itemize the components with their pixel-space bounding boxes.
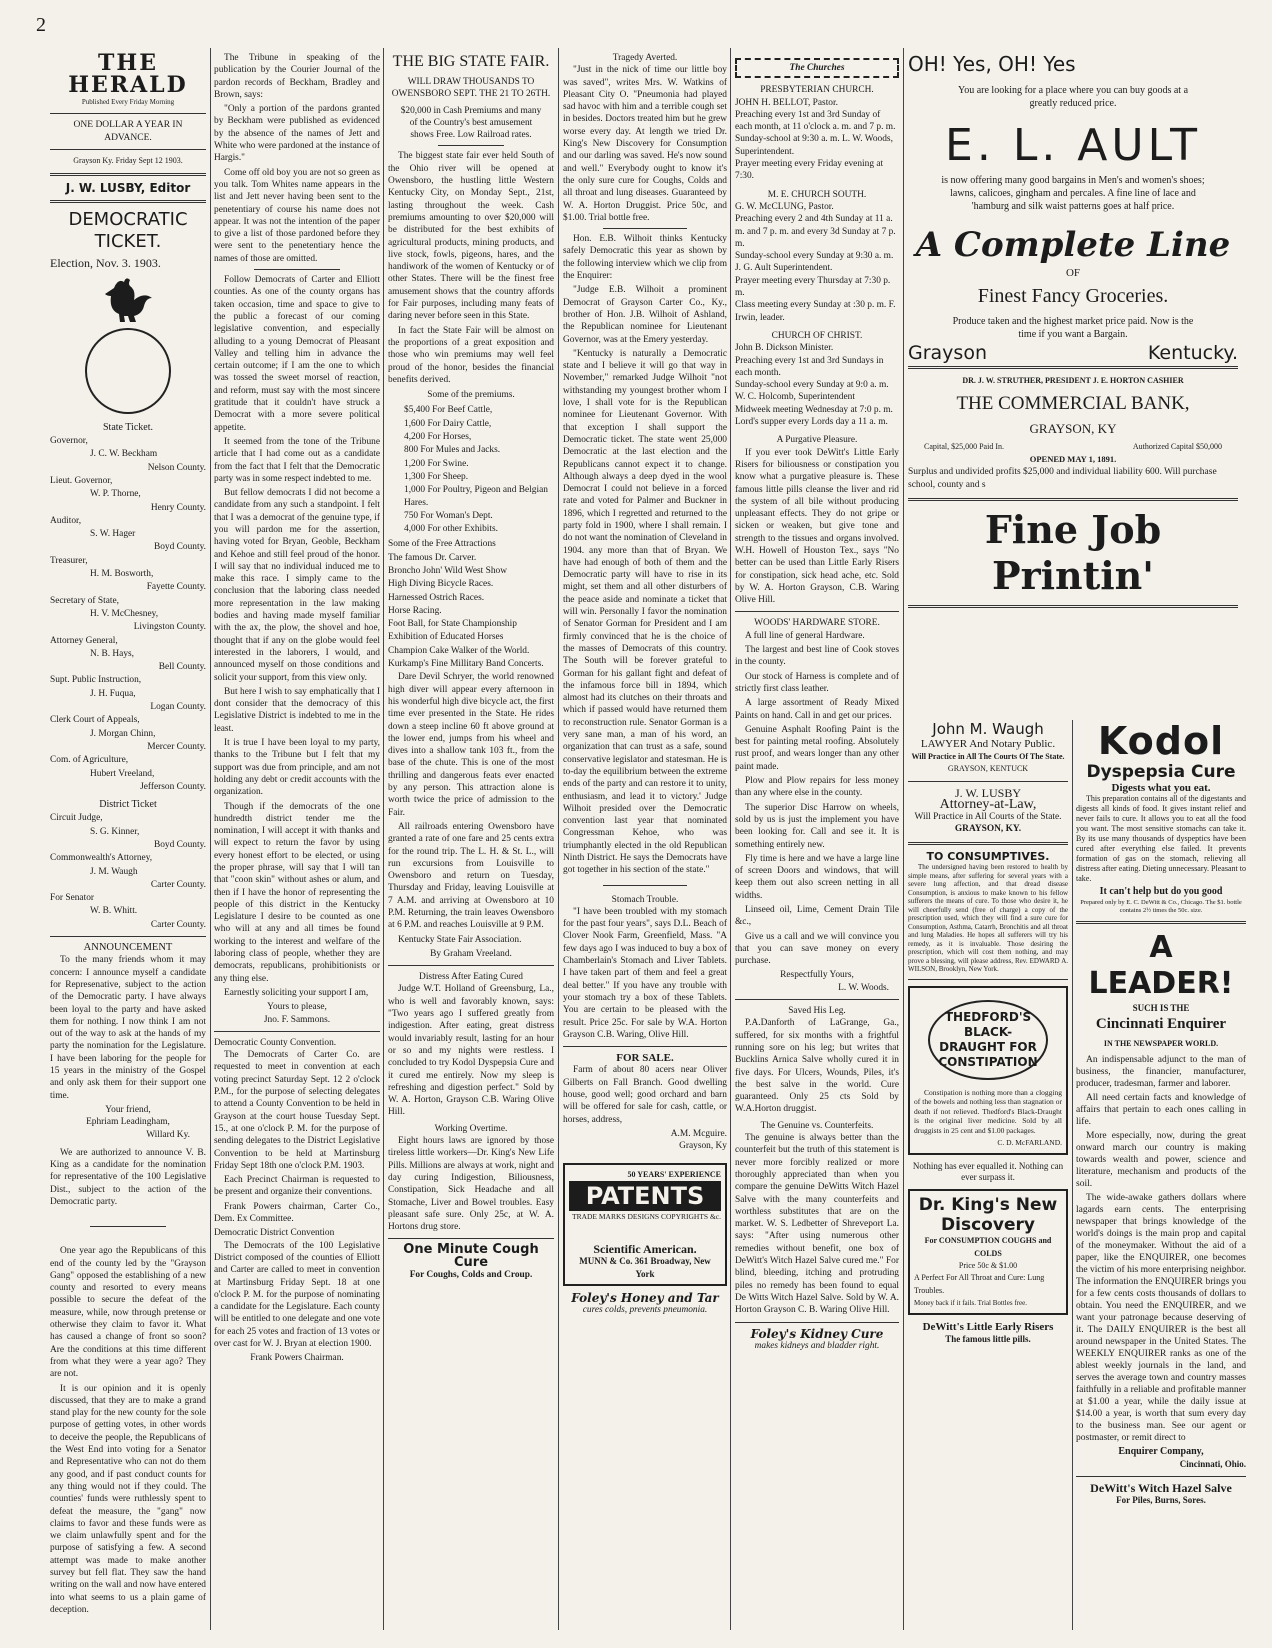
of-label: OF [1065,267,1081,279]
scientific-american: Scientific American. [593,1242,697,1257]
church-line: G. W. McCLUNG, Pastor. [735,201,834,212]
bank-officers: DR. J. W. STRUTHER, PRESIDENT J. E. HORTON CASHIER [962,375,1184,385]
announcement-text: To the many friends whom it may concern: I announce myself a candidate for Represenative, subject to the action of the Democratic party. I have always been loyal to the party and have asked them for nothing. I now think I am not out of the way to ask at the hands of my party the nomination for the Legislature. I have been laboring for the people for 15 years in the ministry of the Gospel and only ask them for their support one time. [50,955,206,1101]
premiums-list [388,404,554,535]
for-sale-sign: A.M. Mcguire. [670,1128,727,1139]
attractions-title: Some of the Free Attractions [388,539,496,550]
ticket-entry [50,754,206,793]
ticket-office: Attorney General, [50,635,118,646]
woods-sign: Respectfully Yours, [780,970,854,981]
article-paragraph: Earnestly soliciting your support I am, [224,987,369,998]
patents-experience: 50 YEARS' EXPERIENCE [627,1169,721,1179]
ticket-office: Auditor, [50,515,82,526]
column-rule [383,48,384,1630]
consumptives-title: TO CONSUMPTIVES. [926,849,1050,863]
waugh-name: John M. Waugh [932,720,1044,738]
premiums-title: Some of the premiums. [427,390,515,401]
announcement-sign: Willard Ky. [146,1129,190,1140]
premium-item: 4,000 For other Exhibits. [404,524,499,535]
attraction-item: The famous Dr. Carver. [388,552,477,563]
presbyterian-title: PRESBYTERIAN CHURCH. [760,85,874,96]
woods-list [735,630,899,968]
district-convention-title: Democratic District Convention [214,1228,335,1239]
article-paragraph: The Tribune in speaking of the publication by the Courier Journal of the pardon records of Beckham, Bradley and Brown, says: [214,53,380,100]
witch-hazel-tagline: For Piles, Burns, Sores. [1116,1495,1206,1506]
leader-company: Enquirer Company, [1118,1446,1204,1458]
leader-paragraph: All need certain facts and knowledge of affairs that pertain to each ones calling in life. [1076,1093,1246,1128]
kodol-help: It can't help but do you good [1099,886,1223,898]
ticket-county: Boyd County. [153,839,206,850]
foleys-kidney-tagline: makes kidneys and bladder right. [754,1340,880,1351]
ticket-entry [50,812,206,851]
stomach-text: "I have been troubled with my stomach for the past four years", says D.L. Beach of Clover Nook Farm, Greenfield, Mass. "A few days ago I was induced to buy a box of Chamberlain's Stomach and Liver Tablets. I have taken part of them and feel a great deal better." If you have any trouble with your stomach try a box of these Tablets. You are certain to be pleased with the result. Price 25c. For sale by W.A. Horton Grayson C.B. Waring, Olive Hill. [563,906,727,1040]
column-1 [50,52,206,1632]
ticket-county: Boyd County. [153,542,206,553]
woods-item: A large assortment of Ready Mixed Paints on hand. Call in and get our prices. [735,698,899,721]
column-6-lower [908,720,1068,1620]
woods-item: Our stock of Harness is complete and of strictly first class leather. [735,671,899,694]
working-text: Eight hours laws are ignored by those tireless little workers—Dr. King's New Life Pills. Millions are always at work, night and day curing Indigestion, Biliousness, Constipation, Sick Headache and all Stomache, Liver and Bowel troubles. Easy pleasant safe sure. Only 25c, at W. A. Hortons drug store. [388,1136,554,1233]
early-risers-tagline: The famous little pills. [945,1334,1031,1345]
lusby-title: Attorney-at-Law, [939,796,1037,812]
ticket-office: Secretary of State, [50,595,119,606]
article-paragraph: "Only a portion of the pardons granted by Beckham were published as evidenced by the absence of the names of Jett and White who were pardoned at the instance of Hargis." [214,104,380,164]
church-line: Class meeting every Sunday at :30 p. m. F. Irwin, leader. [735,300,896,323]
premium-item: 1,000 For Poultry, Pigeon and Belgian Hares. [404,485,548,508]
early-risers-ad: DeWitt's Little Early Risers [922,1321,1054,1334]
ticket-candidate: H. V. McChesney, [90,608,159,619]
dr-king-text: A Perfect For All Throat and Cure: Lung Troubles. [914,1273,1045,1295]
ticket-candidate: J. M. Waugh [90,866,138,877]
ticket-candidate: N. B. Hays, [90,648,135,659]
leader-paragraph: An indispensable adjunct to the man of business, the financier, manufacturer, producer, tradesman, farmer and laborer. [1076,1055,1246,1090]
ticket-county: Logan County. [150,702,206,713]
article-paragraph: Dare Devil Schryer, the world renowned high diver will appear every afternoon in his wonderful high dive bicycle act, the first time ever presented in the State. He rides down a steep incline 60 ft above ground at the lower end, jumps from his wheel and dives into a shallow tank 103 ft., from the base of the chute. This is one of the most thrilling and dangerous feats ever enacted by any person. This attraction alone is worth twice the price of admission to the Fair. [388,672,554,818]
church-line: Lord's supper every Lords day a 11 a. m. [735,417,888,428]
column-rule [730,48,731,1630]
premium-item: 4,200 For Horses, [404,432,472,443]
lusby-city: GRAYSON, KY. [954,824,1022,835]
leader-such: SUCH IS THE [1132,1002,1190,1013]
for-sale-title: FOR SALE. [616,1052,674,1065]
church-line: Midweek meeting Wednesday at 7:0 p. m. [735,404,893,415]
ticket-candidate: J. H. Fuqua, [90,688,136,699]
rooster-icon [100,274,156,324]
tragedy-title: Tragedy Averted. [612,53,678,63]
dr-king-for: For CONSUMPTION COUGHS and COLDS [924,1236,1052,1258]
leader-city: Cincinnati, Ohio. [1179,1459,1246,1470]
article-paragraph: Kentucky State Fair Association. [398,934,522,945]
article-paragraph: Come off old boy you are not so green as you talk. Tom Whites name appears in the list and Jett never having been sent to the penetentiary of course his name does not appear. It was not the intention of the paper to give a list of those pardoned before they were sent to the penetentiary hence the names of those are omitted. [214,167,380,264]
ticket-candidate: W. B. Whitt. [90,906,138,917]
bank-city: GRAYSON, KY [1029,420,1117,436]
oh-yes-heading: OH! Yes, OH! Yes [908,52,1076,76]
masthead-price: ONE DOLLAR A YEAR IN ADVANCE. [73,120,183,143]
column-6-top [908,52,1238,722]
waugh-text: Will Practice in All The Courts Of The State. [911,752,1065,761]
signature: Jno. F. Sammons. [263,1014,331,1025]
woods-item: Give us a call and we will convince you that you can save money on every purchase. [735,931,899,967]
ticket-office: For Senator [50,893,95,904]
article-paragraph: Follow Democrats of Carter and Elliott counties. As one of the county organs has taken occasion, time and space to give to the public a forecast of our coming legislative convention, and especially alluding to a young Democrat of Pleasant Valley and telling him in advance the certain outcome; if I am the one to which was tossed the sweet morsel of reaction, and reform, must say with the most sincere gratitude that it couldn't have struck a Democrat with a more severe political appetite. [214,275,380,433]
article-paragraph: "Judge E.B. Wilhoit a prominent Democrat of Grayson Carter Co., Ky., brother of Hon. J.B. Wilhoit of Ashland, the Republican nominee for Lieutenant Governor, was at the Emery yesterday. [563,285,727,345]
ticket-entry [50,555,206,594]
bank-opened: OPENED MAY 1, 1891. [1029,454,1117,465]
ticket-office: Supt. Public Instruction, [50,675,142,686]
attraction-item: Foot Ball, for State Championship [388,619,517,630]
ticket-candidate: H. M. Bosworth, [90,569,154,580]
working-title: Working Overtime. [434,1123,508,1134]
church-line: Sunday-school every Sunday at 9:30 a. m. J. G. Ault Superintendent. [735,251,894,274]
patents-munn: MUNN & Co. 361 Broadway, New York [579,1256,711,1279]
cough-cure-tagline: For Coughs, Colds and Croup. [409,1270,533,1281]
thedford-ad [908,986,1068,1156]
ticket-county: Carter County. [150,919,206,930]
masthead-subtitle: Published Every Friday Morning [81,98,175,106]
fair-subtitle: WILL DRAW THOUSANDS TO OWENSBORO SEPT. THE 21 TO 26TH. [391,77,551,100]
eault-heading: E. L. AULT [945,120,1201,171]
convention-text: Each Precinct Chairman is requested to be present and organize their conventions. [214,1175,380,1198]
complete-line-heading: A Complete Line [915,225,1231,265]
masthead-title: THE HERALD [68,52,188,98]
column-rule [903,48,904,1630]
premium-item: 1,200 For Swine. [404,458,469,469]
thedford-sign: C. D. McFARLAND. [997,1138,1062,1148]
dr-king-heading: Dr. King's New Discovery [918,1195,1058,1236]
article-paragraph: It seemed from the tone of the Tribune article that I had come out as a candidate from the fact that I felt that the Democratic party was in some respect indebted to me. [214,436,380,484]
column-rule [1072,720,1073,1630]
article-paragraph: But fellow democrats I did not become a candidate from any such a standpoint. I felt that I was a democrat of the genuine type, if you will pardon me for the assertion, having voted for Bryan, Geoble, Beckham and Kehoe and still feel proud of the honor. I will say that no individual induced me to make this race. I simply came to the conclusion that the laboring class needed more representation in the law making bodies and having made myself familiar with the ax, the plow, the shovel and hoe, thought that if any on the globe would feel interested in the laborers, I would, and announced myself on those conditions and solicit your support, from this view only. [214,488,380,683]
ticket-county: Livingston County. [133,622,206,633]
tragedy-text: "Just in the nick of time our little boy was saved", writes Mrs. W. Watkins of Pleasant City O. "Pneumonia had played sad havoc with him and a terrible cough set in besides. Doctors treated him but he grew worse every day. At length we tried Dr. King's New Discovery for Consumption and our darling was saved. He's now sound and well." Everybody ought to know it's the only sure cure for Coughs, Colds and all throat and lung diseases. Guaranteed by W. A. Horton Druggist. Price 50c, and $1.00. Trial bottle free. [563,65,727,223]
column-5 [735,52,899,1632]
premium-item: $5,400 For Beef Cattle, [404,405,493,416]
woods-item: Plow and Plow repairs for less money than any where else in the county. [735,776,899,799]
ballot-circle [85,328,171,414]
district-convention-text: The Democrats of the 100 Legislative District composed of the counties of Elliott and Carter are called to meet in convention at Martinsburg Friday Sept. 18 at one o'clock P. M. for the purpose of nominating a candidate for the Legislature. Each county will be entitled to one delegate and one vote for each 25 votes and fraction of 13 votes or over cast for W. J. Bryan at election 1900. [214,1240,380,1349]
leader-world: IN THE NEWSPAPER WORLD. [1103,1038,1219,1048]
ticket-candidate: S. G. Kinner, [90,826,140,837]
state-ticket-label: State Ticket. [102,421,153,433]
article-paragraph: In fact the State Fair will be almost on the proportions of a great exposition and those who win premiums may well feel proud of the honor, besides the financial benefits derived. [388,325,554,385]
patents-sub: TRADE MARKS DESIGNS COPYRIGHTS &c. [572,1211,721,1221]
ticket-county: Mercer County. [147,741,206,752]
attraction-item: Horse Racing. [388,605,442,616]
bank-name: THE COMMERCIAL BANK, [956,392,1190,414]
ticket-candidate: J. Morgan Chinn, [90,728,156,739]
ticket-office: Commonwealth's Attorney, [50,853,153,864]
article-paragraph: The biggest state fair ever held South of the Ohio river will be opened at Owensboro, the hustling little Western Kentucky City, on Monday Sept., 21st, lasting throughout the week. Cash premiums amounting to over $20,000 will be distributed for the best exhibits of agricultural products, mining products, and live stock, fowls, pigeons, hares, and the handiwork of the women of Kentucky or of other States. There will be the finest free amusement shows that the country affords for Fair purposes, including many feats of daring never before seen in this State. [388,151,554,322]
ticket-entry [50,515,206,554]
saved-leg-title: Saved His Leg. [788,1006,846,1017]
church-line: Preaching every 1st and 3rd Sunday of each month, at 11 o'clock a. m. and 7 p. m. [735,109,896,133]
ticket-entry [50,595,206,634]
christ-title: CHURCH OF CHRIST. [771,330,863,341]
ticket-election: Election, Nov. 3. 1903. [50,256,161,271]
kodol-prepared: Prepared only by E. C. DeWitt & Co., Chicago. The $1. bottle contains 2½ times the 50c. size. [1080,898,1242,914]
ticket-county: Nelson County. [147,462,206,473]
district-ticket-list [50,812,206,931]
column-rule [210,48,211,1630]
state-ticket-list [50,435,206,793]
premium-item: 1,600 For Dairy Cattle, [404,418,492,429]
announcement-sign: Your friend, [105,1104,151,1115]
article-paragraph: Hon. E.B. Wilhoit thinks Kentucky safely Democratic this year as shown by the following interview which we clip from the Enquirer: [563,234,727,282]
article-paragraph: "Kentucky is naturally a Democratic state and I believe it will go that way in November," remarked Judge Wilhoit "not withstanding my youngest brother whom I love, I shall vote for is the Republican nominee for Lieutenant Governor. With that exception I shall support the Democratic ticket. The state went 25,000 Democratic at the last election and the Republicans cannot expect it to change. Although always a deep dyed in the wool Democrat I could not believe in a forced rate and voted for Palmer and Buckner in 1896, which I regretted and returned to the party fold in 1900, where I shall remain. I do not want the nomination of Cleveland in 1904. any more than that of Bryan. We have had enough of both of them and the Democratic party will have to rise in its might, set them and all other disturbers of the peace aside and nominate a ticket that will win. Personally I favor the nomination of Senator Gorman for President and I am firmly convinced that he is the choice of the masses of Democrats of this country. The South will be forever grateful to Gorman for his gallant fight and defeat of the infamous force bill in 1894, which almost had its clutches on their throats and which if passed would have returned them to reconstruction rule. Senator Gorman is a very sane man, a man of his word, an organization that can trust as a safe, sound conservative legislator and statesman. He is to-day the equilibrium between the extreme ends of the party and can restore it to unity, enthusiasm, and lead it to victory.' Judge Wilhoit presided over the Democratic convention last year that nominated Congressman Kehoe, who was triumphantly elected in the old Republican Ninth District. He says the Democrats have got together in his section of the state." [563,348,727,876]
churches-title: The Churches [789,63,845,73]
church-line: Preaching every 2 and 4th Sunday at 11 a. m. and 7 p. m. and every 3d Sunday at 7 p. m. [735,214,896,249]
saved-leg-text: P.A.Danforth of LaGrange, Ga., suffered, for six months with a frightful running sore on his leg; but writes that Bucklins Arnica Salve wholly cured it in five days. For Ulcers, Wounds, Piles, it's the best salve in the world. Cure guaranteed. Only 25 cts Sold by W.A.Horton druggist. [735,1018,899,1115]
me-list [735,201,899,324]
cough-cure-ad: One Minute Cough Cure [403,1242,539,1270]
waugh-title: LAWYER And Notary Public. [920,738,1056,750]
bank-capital-line [908,441,1238,453]
dr-king-money: Money back if it fails. Trial Bottles free. [914,1298,1027,1307]
kodol-heading: Kodol [1097,720,1225,763]
church-line: Prayer meeting every Friday evening at 7:30. [735,159,884,182]
ticket-entry [50,852,206,891]
church-line: Sunday-school every Sunday at 9:0 a. m. W. C. Holcomb, Superintendent [735,380,889,403]
purgative-text: If you ever took DeWitt's Little Early Risers for biliousness or constipation you know what a purgative pleasure is. These famous little pills cleanse the liver and rid the system of all bile without producing unpleasant effects. They do not gripe or sicken or weaken, but give tone and strength to the tissues and organs involved. W.H. Howell of Houston Tex., says "No better can be used than Little Early Risers for constipation, sick head ache, etc. Sold by W. A. Horton Grayson, C.B. Waring Olive Hill. [735,447,899,606]
woods-item: The largest and best line of Cook stoves in the county. [735,645,899,668]
attraction-item: Exhibition of Educated Horses [388,632,504,643]
attraction-item: Harnessed Ostrich Races. [388,592,485,603]
column-7 [1076,720,1246,1620]
woods-item: The superior Disc Harrow on wheels, sold by us is just the implement you have been looking for. Call and see it. It is something entirely new. [735,802,899,850]
foleys-kidney-ad: Foley's Kidney Cure [750,1326,884,1341]
convention-text: The Democrats of Carter Co. are requested to meet in convention at each voting precinct Saturday Sept. 12 2 o'clock P.M., for the purpose of selecting delegates to attend a County Convention to be held in Grayson at the court house Tuesday Sept. 15., at one o'clock P. M. for the purpose of sending delegates to the District Legislative Convention to be held at Martinsburg Friday Sept 18th one o'clock P.M. 1903. [214,1050,380,1171]
christ-list [735,342,899,428]
church-line: Preaching every 1st and 3rd Sundays in each month. [735,355,884,378]
dr-king-price: Price 50c & $1.00 [958,1260,1018,1270]
foleys-honey-ad: Foley's Honey and Tar [571,1291,719,1306]
attraction-item: Kurkamp's Fine Millitary Band Concerts. [388,659,544,670]
ticket-entry [50,892,206,931]
looking-text: You are looking for a place where you can buy goods at a greatly reduced price. [957,85,1189,109]
signature: Yours to please, [267,1002,327,1013]
ticket-county: Fayette County. [146,582,206,593]
ticket-office: Treasurer, [50,555,88,566]
premium-item: 800 For Mules and Jacks. [404,445,501,456]
ticket-county: Henry County. [150,502,206,513]
job-printing-heading: Fine Job Printin' [984,506,1162,598]
convention-sign: Frank Powers chairman, Carter Co., Dem. Ex Committee. [214,1201,380,1225]
witch-hazel-ad: DeWitt's Witch Hazel Salve [1090,1480,1232,1495]
attraction-item: Broncho John' Wild West Show [388,565,507,576]
ticket-candidate: W. P. Thorne, [90,489,141,500]
announcement-sign: Ephriam Leadingham, [86,1117,170,1128]
for-sale-text: Farm of about 80 acers near Oliver Gilberts on Fall Branch. Good dwelling house, good well; good orchard and barn will be offered for sale for cash, cattle, or horses, address, [563,1065,727,1125]
woods-item: Genuine Asphalt Roofing Paint is the best for painting metal roofing. Absolutely rust proof, and wears longer than any other paint made. [735,724,899,772]
article-paragraph: All railroads entering Owensboro have granted a rate of one fare and 25 cents extra for the round trip. The L. H. & St. L., will run excursions from Louisville to Owensboro and return on Tuesday, Thursday and Friday, leaving Louisville at 7 A.M. and arriving at Owensboro at 10 P.M. Returning, the train leaves Owensboro at 6 P.M. and reaches Louisville at 9 P.M. [388,821,554,931]
kentucky-label: Kentucky. [1147,342,1238,365]
woods-title: WOODS' HARDWARE STORE. [754,618,880,629]
consumptives-text: The undersigned having been restored to health by simple means, after suffering for several years with a severe lung affection, and that dread disease Consumption, is anxious to make known to his fellow sufferers the means of cure. To those who desire it, he will cheerfully send (free of charge) a copy of the prescription used, which they will find a sure cure for Consumption, Asthma, Catarrh, Bronchitis and all throat and lung Maladies. He hopes all sufferers will try his remedy, as it is invaluable. Those desiring the prescription, which will cost them nothing, and may prove a blessing, will please address, Rev. EDWARD A. WILSON, Brooklyn, New York. [908,863,1068,974]
bank-capital: Capital, $25,000 Paid In. [924,442,1004,452]
leader-paragraph: The wide-awake gathers dollars where lagards earn cents. The enterprising newspaper that brings knowledge of the world's doings is the main prop and capital of the moneymaker. Without the aid of a paper, like the ENQUIRER, one becomes the victim of his more enterprising neighbor. The information the ENQUIRER brings you for a few cents costs thousands of dollars to obtain. You need the ENQUIRER, and we want your patronage because deserving of it. The DAILY ENQUIRER is the best all around newspaper in the United States. The WEEKLY ENQUIRER ranks as one of the ablest weekly journals in the land, and serves the average town and country masses faithfully in a reliable and profitable manner at $1.00 a year, while the daily issue at $14.00 a year, is worth that sum every day to the business man. See our agent or postmaster, or remit direct to [1076,1193,1246,1444]
ticket-office: Clerk Court of Appeals, [50,715,140,726]
stomach-title: Stomach Trouble. [611,894,679,905]
ticket-entry [50,475,206,514]
lusby-text: Will Practice in All Courts of the State. [914,812,1062,823]
eault-text: is now offering many good bargains in Men's and women's shoes; lawns, calicoes, gingham and percales. A fine line of lace and 'hamburg and silk waist patterns goes at half price. [941,175,1205,212]
patents-ad [563,1163,727,1286]
page-number: 2 [36,14,46,36]
column-2 [214,52,380,1632]
for-sale-sign: Grayson, Ky [679,1141,727,1152]
article-paragraph: It is our opinion and it is openly discussed, that they are to make a grand stand play for the new county for the sole purpose of getting votes, in other words to deceive the people, the Republicans of the West End into voting for a Senator and Representative who can not do them any good, and if past conduct counts for any thing would not if they could. The counties' funds were ruthlessly spent to defeat the measure, the "gang" now claims to favor and these funds were as we claim unlawfully spent and for the purpose of satisfying a few. A second attempt was made to make another survey but fell flat. They saw the hand writing on the wall and now have entered into what seems to us a plain game of deception. [50,1383,206,1615]
ticket-entry [50,435,206,474]
ticket-office: Lieut. Governor, [50,475,113,486]
distress-text: Judge W.T. Holland of Greensburg, La., who is well and favorably known, says: "Two years ago I suffered greatly from indigestion. After eating, great distress would invariably result, lasting for an hour or so and my nights were restless. I concluded to try Kodol Dyspepsia Cure and it cured me entirely. Now my sleep is refreshing and digestion perfect." Sold by W. A. Horton, Grayson C.B. Waring Olive Hill. [388,984,554,1118]
king-announcement: We are authorized to announce V. B. King as a candidate for the nomination for representative of the 100 Legislative Dist., subject to the action of the Democratic party. [50,1147,206,1207]
ticket-office: Circuit Judge, [50,813,103,824]
woods-item: Linseed oil, Lime, Cement Drain Tile &c., [735,905,899,928]
ticket-candidate: J. C. W. Beckham [90,449,158,460]
dr-king-ad [908,1189,1068,1315]
church-line: JOHN H. BELLOT, Pastor. [735,97,838,108]
ticket-county: Jefferson County. [140,781,206,792]
district-convention-sign: Frank Powers Chairman. [250,1353,344,1364]
grayson-kentucky-line [908,342,1238,365]
ticket-office: Governor, [50,436,88,447]
ticket-title: DEMOCRATIC TICKET. [68,209,188,253]
produce-text: Produce taken and the highest market price paid. Now is the time if you want a Bargain. [952,316,1194,341]
bank-surplus: Surplus and undivided profits $25,000 and individual liability 600. Will purchase school, county and s [908,466,1217,490]
article-paragraph: One year ago the Republicans of this end of the county led by the "Grayson Gang" opposed the establishing of a new county and resorted to every means possible to secure the defeat of the measure, while, now through pretense or otherwise they claim to favor it. What has caused a change of front so soon? Are the conditions at this time different from what they were a year ago? They are not. [50,1246,206,1380]
church-line: John B. Dickson Minister. [735,343,834,354]
column-rule [558,48,559,1630]
column-3 [388,52,554,1632]
church-line: Prayer meeting every Thursday at 7:30 p. m. [735,275,891,299]
distress-title: Distress After Eating Cured [419,972,523,983]
fair-title: THE BIG STATE FAIR. [392,53,550,70]
foleys-honey-tagline: cures colds, prevents pneumonia. [582,1305,708,1316]
ticket-entry [50,674,206,713]
article-paragraph: It is true I have been loyal to my party, thanks to the Tribune but I felt that my support was due from principle, and am not holding any debt or credit accounts with the organization. [214,738,380,798]
genuine-text: The genuine is always better than the counterfeit but the truth of this statement is never more forcibly realized or more thoroughly appreciated than when you compare the genuine DeWitts Witch Hazel Salve with the many counterfeits and worthless substitutes that are on the market. W. S. Ledbetter of Shreveport La. says: "After using numerous other remedies without benefit, one box of DeWitt's Witch Hazel Salve cured me." For blind, bleeding, itching and protruding piles no remedy has been found to equal De Witts Witch Hazel Salve. Sold by W. A. Horton Grayson C. B. Waring Olive Hill. [735,1133,899,1316]
premium-item: 1,300 For Sheep. [404,471,469,482]
announcement-title: ANNOUNCEMENT [83,942,173,954]
lusby-name: J. W. LUSBY [954,785,1022,800]
thedford-badge: THEDFORD'S BLACK-DRAUGHT FOR CONSTIPATION [928,1000,1048,1080]
attraction-item: High Diving Bicycle Races. [388,579,494,590]
leader-heading: A LEADER! [1088,929,1234,1001]
fair-subtitle: $20,000 in Cash Premiums and many of the Country's best amusement shows Free. Low Railroad rates. [400,105,542,141]
leader-enquirer: Cincinnati Enquirer [1095,1015,1227,1032]
article-paragraph: Though if the democrats of the one hundredth district tender me the nomination, I will accept it with thanks and will expect to return the favor by using every honest effort to be elected, or using the proper phrase, will say that I will tan that "coon skin" without ashes or alum, and then if I have the honor of representing the people of this district in the Kentucky Legislature I desire to be counted as one who will at any and all times be found working to the interest and welfare of the laboring class of people, whether they are democrats, republicans, prohibitionists or any thing else. [214,801,380,984]
me-title: M. E. CHURCH SOUTH. [767,189,867,200]
grayson-label: Grayson [908,342,987,365]
waugh-city: GRAYSON, KENTUCK [947,764,1029,774]
thedford-text: Constipation is nothing more than a clogging of the bowels and nothing less than stagnation or death if not relieved. Thedford's Black-Draught is the original liver medicine. Sold by all druggists in 25 cent and $1.00 packages. [914,1087,1062,1135]
ticket-candidate: Hubert Vreeland, [90,768,155,779]
woods-item: Fly time is here and we have a large line of screen Doors and windows, that will keep them out also screen netting in all widths. [735,853,899,901]
ticket-county: Bell County. [158,662,206,673]
patents-heading: PATENTS [569,1181,721,1211]
kodol-text: This preparation contains all of the digestants and digests all kinds of food. It gives instant relief and never fails to cure. It allows you to eat all the food you want. The most sensitive stomachs can take it. By its use many thousands of dyspeptics have been cured after everything else failed. It prevents formation of gas on the stomach, relieving all distress after eating. Dieting unnecessary. Pleasant to take. [1076,794,1246,884]
masthead-dateline: Grayson Ky. Friday Sept 12 1903. [73,155,183,165]
article-paragraph: But here I wish to say emphatically that I dont consider that the democracy of this Legislative District is indebted to me in the least. [214,686,380,734]
church-line: Sunday-school at 9:30 a. m. L. W. Woods, Superintendent. [735,134,893,157]
genuine-title: The Genuine vs. Counterfeits. [760,1120,874,1131]
churches-header [735,58,899,78]
leader-paragraph: More especially, now, during the great onward march our country is making towards wealth and power, science and literature, mechanism and products of the soil. [1076,1131,1246,1190]
ticket-candidate: S. W. Hager [90,529,136,540]
woods-item: A full line of general Hardware. [745,630,865,641]
thedford-close: Nothing has ever equalled it. Nothing can ever surpass it. [912,1161,1064,1183]
ticket-entry [50,714,206,753]
ticket-entry [50,635,206,674]
attractions-list [388,552,554,671]
district-ticket-label: District Ticket [99,799,157,811]
premium-item: 750 For Woman's Dept. [404,510,493,521]
presbyterian-list [735,97,899,183]
ticket-county: Carter County. [150,879,206,890]
signature: By Graham Vreeland. [430,948,512,959]
ticket-office: Com. of Agriculture, [50,755,129,766]
kodol-sub: Dyspepsia Cure [1086,762,1236,782]
attraction-item: Champion Cake Walker of the World. [388,645,530,656]
woods-sign: L. W. Woods. [838,982,889,993]
convention-title: Democratic County Convention. [214,1037,337,1048]
kodol-digests: Digests what you eat. [1111,782,1211,794]
fancy-groceries: Finest Fancy Groceries. [977,285,1169,308]
bank-authorized: Authorized Capital $50,000 [1132,442,1222,452]
purgative-title: A Purgative Pleasure. [776,435,858,446]
column-4 [563,52,727,1632]
masthead-editor: J. W. LUSBY, Editor [65,181,191,196]
